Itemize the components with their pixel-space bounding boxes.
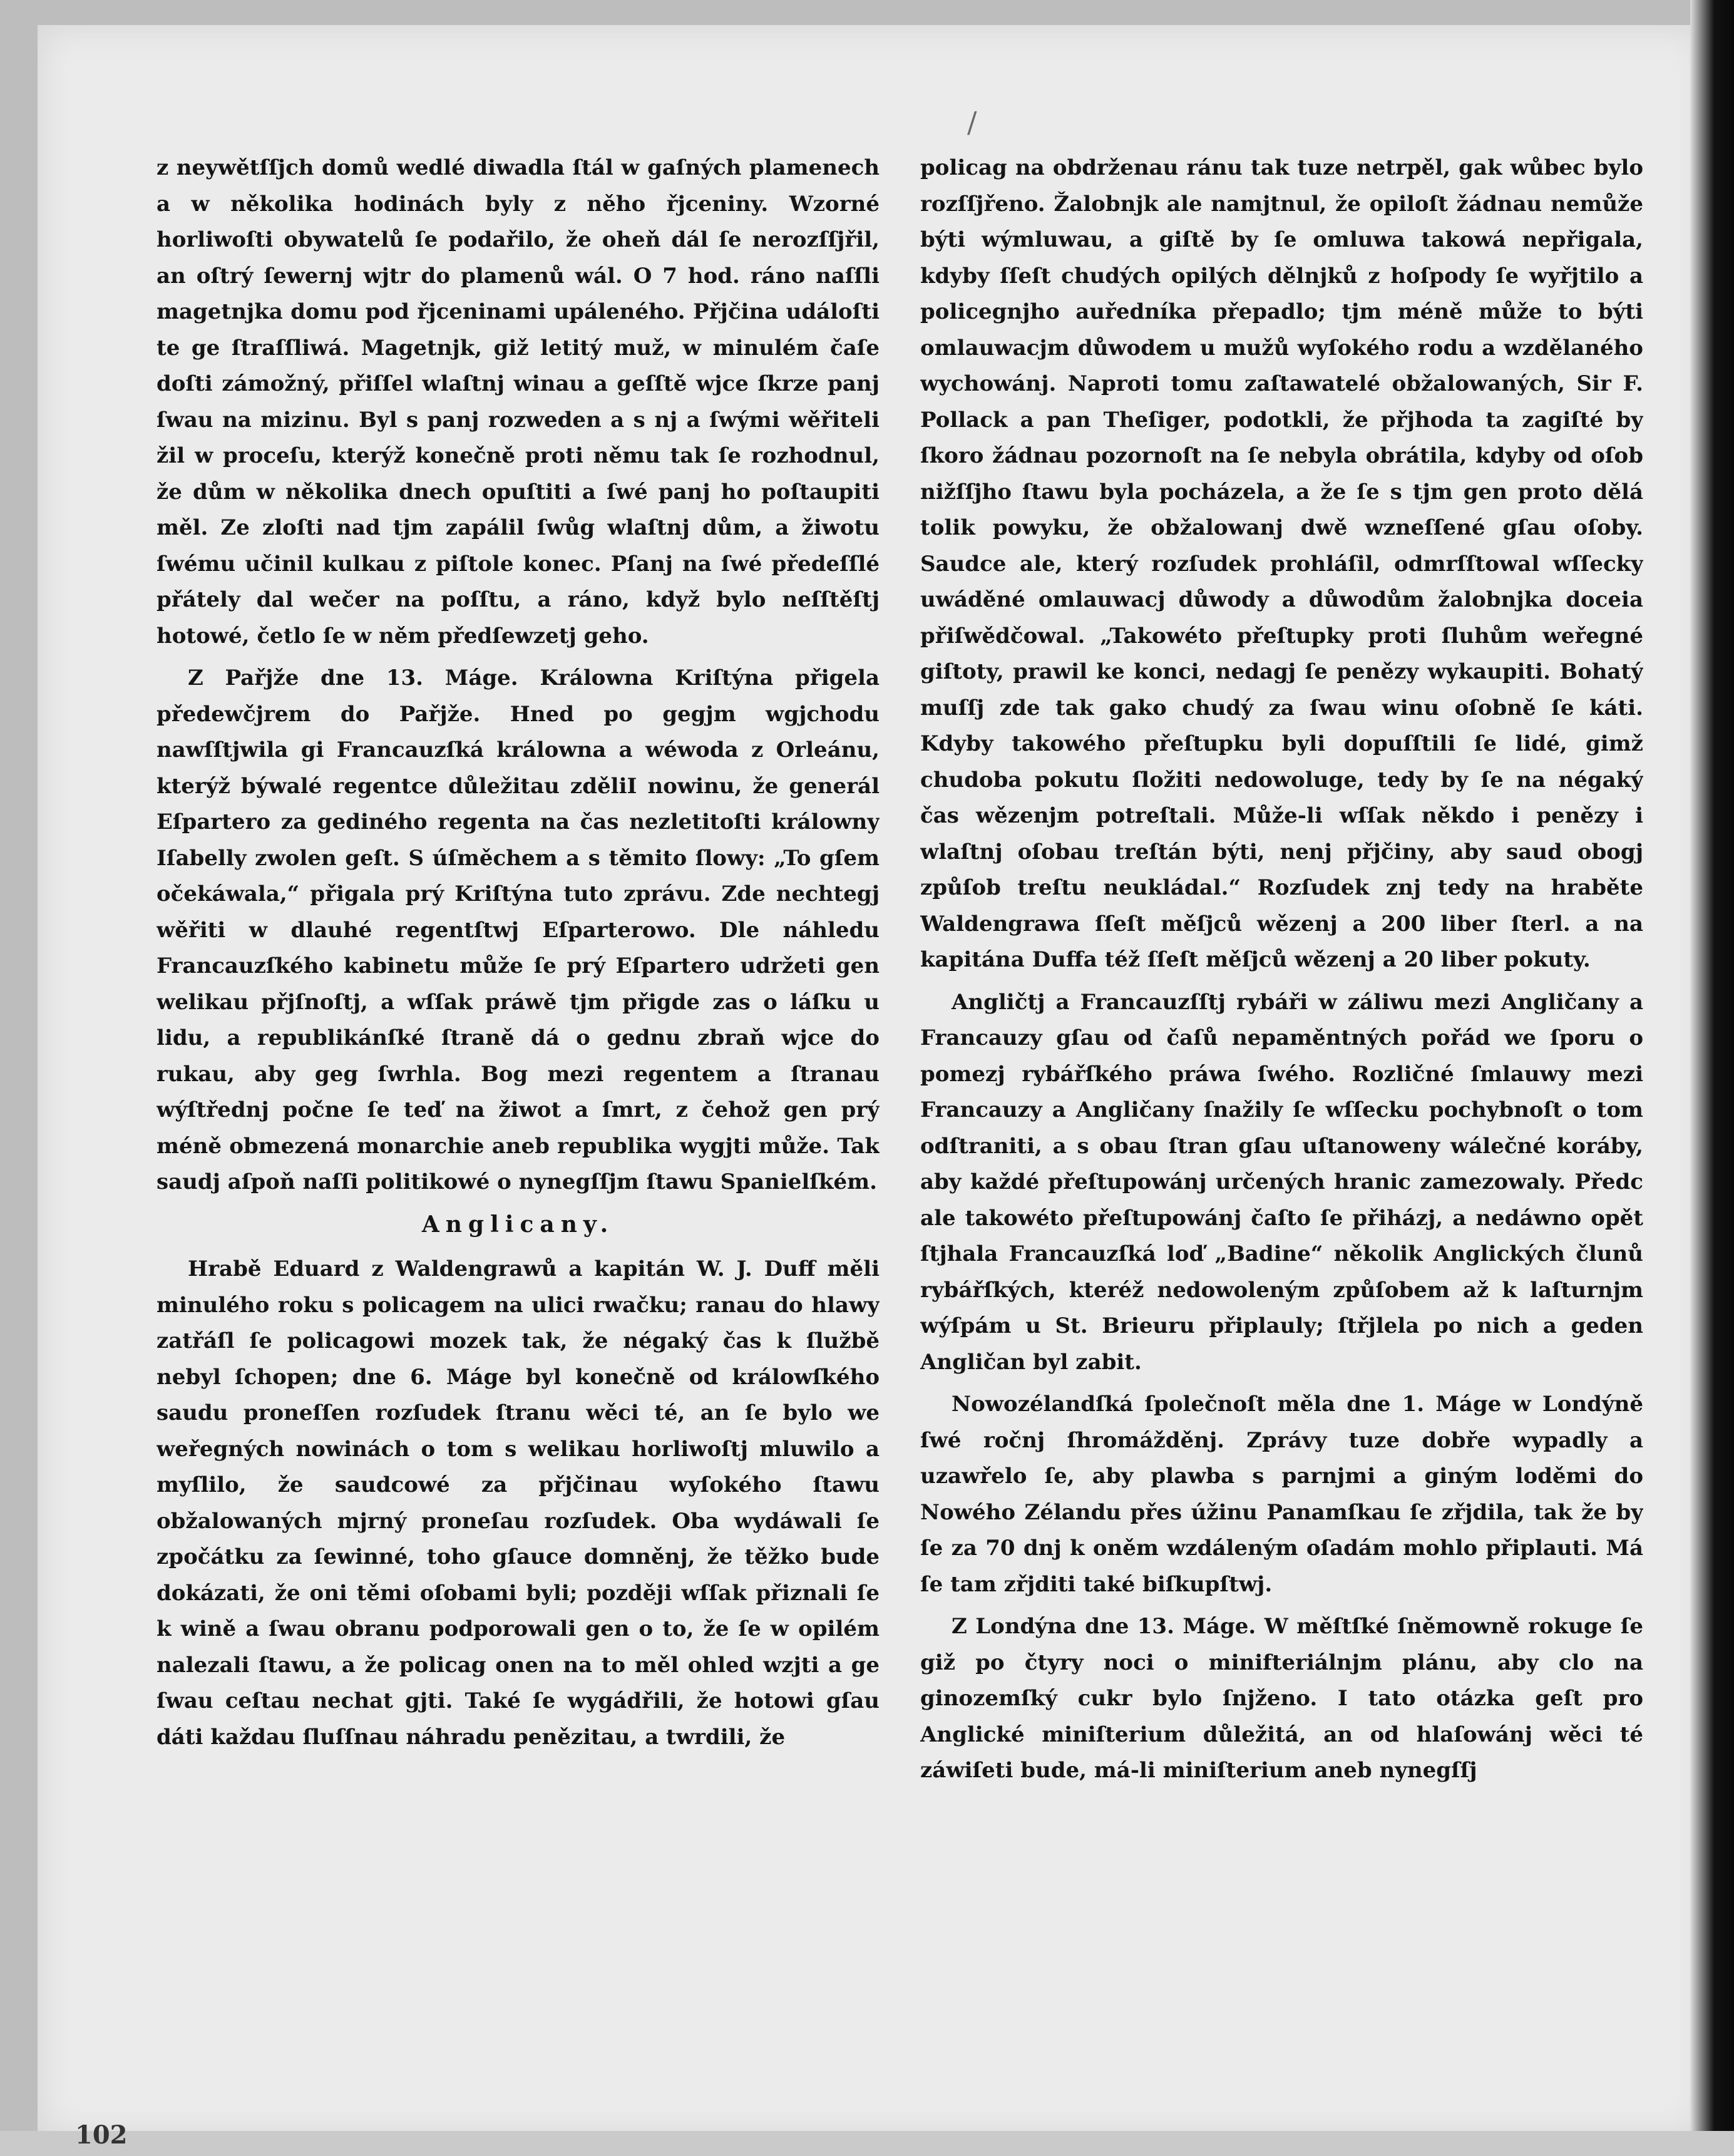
page-number: 102 (75, 2120, 128, 2150)
right-column (920, 150, 1643, 2116)
scan-edge-shadow (1690, 0, 1734, 2156)
london-article-paragraph: Z Londýna dne 13. Máge. W měſtſké ſněmowně rokuge ſe giž po čtyry noci o minifteriálnjm plánu, aby clo na ginozemſký cukr bylo ſnjženo. I tato otázka geſt pro Anglické miniſterium důležitá, an od hlaſowánj wěci té záwiſeti bude, má-li miniſterium aneb nynegſſj (920, 1614, 1643, 1783)
waldengrave-article-paragraph: Hrabě Eduard z Waldengrawů a kapitán W. J. Duff měli minulého roku s policagem na ulici rwačku; ranau do hlawy zatřáſl ſe policagowi mozek tak, že négaký čas k ſlužbě nebyl ſchopen; dne 6. Máge byl konečně od králowſkého saudu proneſſen rozſudek ſtranu wěci té, an ſe bylo we weřegných nowinách o tom s welikau horliwoſtj mluwilo a myſlilo, že saudcowé za přjčinau wyſokého ſtawu obžalowaných mjrný proneſau rozſudek. Oba wydáwali ſe zpočátku za ſewinné, toho gſauce domněnj, že těžko bude dokázati, že oni těmi oſobami byli; později wſſak přiznali ſe k wině a ſwau obranu podporowali gen o to, že ſe w opilém nalezali ſtawu, a že policag onen na to měl ohled wzjti a ge ſwau ceſtau nechat gjti. Také ſe wygádřili, že hotowi gſau dáti každau ſluſſnau náhradu penězitau, a twrdili, že (156, 1256, 880, 1750)
fishermen-article-paragraph: Angličtj a Francauzſſtj rybáři w záliwu mezi Angličany a Francauzy gſau od čaſů nepaměntných pořád we ſporu o pomezj rybářſkého práwa ſwého. Rozličné ſmlauwy mezi Francauzy a Angličany ſnažily ſe wſſecku pochybnoſt o tom odſtraniti, a s obau ſtran gſau uſtanoweny wálečné koráby, aby každé přeſtupowánj určených hranic zamezowaly. Předc ale takowéto přeſtupowánj čaſto ſe přiházj, a nedáwno opět ſtjhala Francauzſká loď „Badine“ několik Anglických člunů rybářſkých, kteréž nedowoleným způſobem až k laſturnjm wýſpám u St. Brieuru připlauly; ſtřjlela po nich a geden Angličan byl zabit. (920, 989, 1643, 1375)
new-zealand-article-paragraph: Nowozélandſká ſpolečnoſt měla dne 1. Máge w Londýně ſwé ročnj ſhromážděnj. Zprávy tuze dobře wypadly a uzawřelo ſe, aby plawba s parnjmi a giným loděmi do Nowého Zélandu přes úžinu Panamſkau ſe zřjdila, tak že by ſe za 70 dnj k oněm wzdáleným oſadám mohlo připlauti. Má ſe tam zřjditi také biſkupſtwj. (920, 1392, 1643, 1597)
section-heading-england: Anglicany. (421, 1211, 615, 1238)
pencil-mark: / (967, 105, 977, 139)
paris-article-paragraph: Z Pařjže dne 13. Máge. Králowna Kriſtýna přigela předewčjrem do Pařjže. Hned po gegjm wgjchodu nawſſtjwila gi Francauzſká králowna a wéwoda z Orleánu, kterýž býwalé regentce důležitau zděliI nowinu, že generál Eſpartero za gediného regenta na čas nezletitoſti králowny Iſabelly zwolen geſt. S úſměchem a s těmito ſlowy: „To gſem očekáwala,“ přigala prý Kriſtýna tuto zprávu. Zde nechtegj wěřiti w dlauhé regentſtwj Eſparterowo. Dle náhledu Francauzſkého kabinetu může ſe prý Eſpartero udržeti gen welikau přjſnoſtj, a wſſak práwě tjm přigde zas o láſku u lidu, a republikánſké ſtraně dá o gednu zbraň wjce do rukau, aby geg ſwrhla. Bog mezi regentem a ſtranau wýſtřednj počne ſe teď na žiwot a ſmrt, z čehož gen prý méně obmezená monarchie aneb republika wygjti může. Tak saudj aſpoň naſſi politikowé o nynegſſjm ſtawu Spanielſkém. (156, 665, 880, 1194)
fire-article-paragraph: z neywětſſjch domů wedlé diwadla ſtál w gaſných plamenech a w několika hodinách byly z něho řjceniny. Wzorné horliwoſti obywatelů ſe podařilo, že oheň dál ſe nerozſſjřil, an oſtrý ſewernj wjtr do plamenů wál. O 7 hod. ráno naſſli magetnjka domu pod řjceninami upáleného. Přjčina událoſti te ge ſtraſſliwá. Magetnjk, giž letitý muž, w minulém čaſe doſti zámožný, přiſſel wlaſtnj winau a geſſtě wjce ſkrze panj ſwau na mizinu. Byl s panj rozweden a s nj a ſwými wěřiteli žil w proceſu, kterýž konečně proti němu tak ſe rozhodnul, že dům w několika dnech opuſtiti a ſwé panj ho poſtaupiti měl. Ze zloſti nad tjm zapálil ſwůg wlaſtnj dům, a žiwotu ſwému učinil kulkau z piſtole konec. Pſanj na ſwé předeſſlé přátely dal wečer na poſſtu, a ráno, když bylo neſſtěſtj hotowé, četlo ſe w něm předſewzetj geho. (156, 155, 880, 649)
left-column (156, 150, 880, 2116)
scan-bottom-strip (0, 2131, 1734, 2156)
waldengrave-article-continuation: policag na obdrženau ránu tak tuze netrpěl, gak wůbec bylo rozſſjřeno. Žalobnjk ale namjtnul, že opiloſt žádnau nemůže býti wýmluwau, a giſtě by ſe omluwa takowá nepřigala, kdyby ſſeſt chudých opilých dělnjků z hoſpody ſe wyřjtilo a policegnjho auředníka přepadlo; tjm méně může to býti omlauwacjm důwodem u mužů wyſokého rodu a wzdělaného wychowánj. Naproti tomu zaſtawatelé obžalowaných, Sir F. Pollack a pan Theſiger, podotkli, že přjhoda ta zagiſté by ſkoro žádnau pozornoſt na ſe nebyla obrátila, kdyby od oſob nižſſjho ſtawu byla pocházela, a že ſe s tjm gen proto dělá tolik powyku, že obžalowanj dwě wzneſſené gſau oſoby. Saudce ale, který rozſudek prohláſil, odmrſſtowal wſſecky uwáděné omlauwacj důwody a důwodům žalobnjka doceia přiſwědčowal. „Takowéto přeſtupky proti ſluhům weřegné giſtoty, prawil ke konci, nedagj ſe penězy wykaupiti. Bohatý muſſj zde tak gako chudý za ſwau winu oſobně ſe káti. Kdyby takowého přeſtupku byli dopuſſtili ſe lidé, gimž chudoba pokutu ſložiti nedowoluge, tedy by ſe na négaký čas wězenjm potreſtali. Může-li wſſak někdo i penězy i wlaſtnj oſobau treſtán býti, nenj přjčiny, aby saud obogj způſob treſtu neukládal.“ Rozſudek znj tedy na hraběte Waldengrawa ſſeſt měſjců wězenj a 200 liber ſterl. a na kapitána Duffa též ſſeſt měſjců wězenj a 20 liber pokuty. (920, 155, 1643, 972)
